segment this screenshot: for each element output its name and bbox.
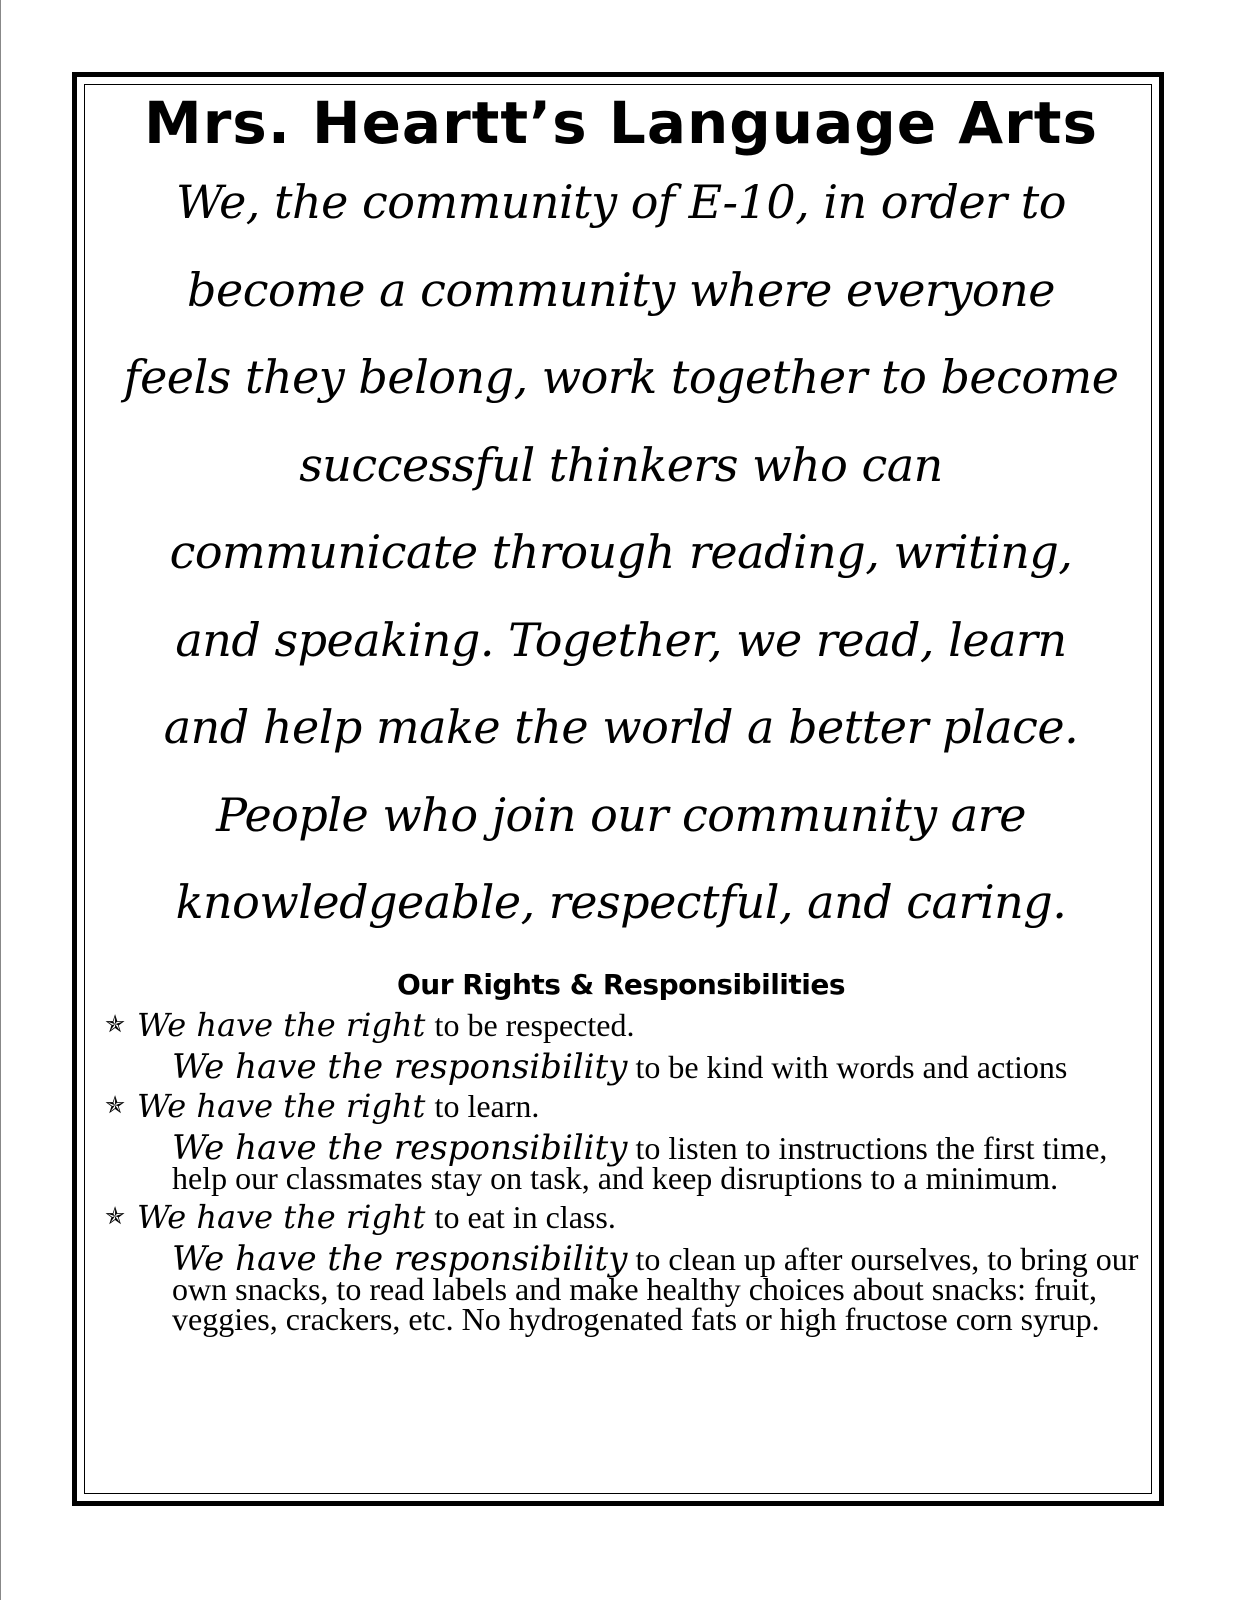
star-icon: ✯: [105, 1009, 126, 1038]
document-frame: [72, 72, 1164, 1506]
mission-line: People who join our community are: [216, 787, 1026, 842]
mission-line: communicate through reading, writing,: [169, 525, 1073, 579]
right-item: [97, 1005, 1145, 1046]
page-title: Mrs. Heartt’s Language Arts: [143, 89, 1098, 157]
right-text: to eat in class.: [434, 1198, 616, 1235]
star-icon: ✯: [105, 1201, 126, 1230]
mission-line: feels they belong, work together to become: [123, 350, 1119, 404]
responsibility-lead: We have the responsibility: [172, 1127, 628, 1168]
rights-list: [97, 1005, 1145, 1337]
responsibility-item: [97, 1046, 1145, 1087]
mission-line: and speaking. Together, we read, learn: [175, 612, 1067, 667]
right-lead: We have the right: [137, 1197, 426, 1236]
right-lead: We have the right: [137, 1005, 426, 1044]
mission-line: We, the community of E-10, in order to: [176, 175, 1066, 229]
mission-line: successful thinkers who can: [299, 437, 943, 492]
mission-statement: [97, 159, 1145, 947]
responsibility-text: to listen to instructions the first time, help our classmates stay on task, and keep disruptions to a minimum.: [172, 1129, 1108, 1196]
right-text: to be respected.: [434, 1006, 635, 1043]
right-text: to learn.: [434, 1087, 540, 1124]
right-lead: We have the right: [137, 1086, 426, 1125]
document-content: [97, 87, 1145, 1481]
page-edge: [0, 0, 1, 1600]
responsibility-text: to clean up after ourselves, to bring our own snacks, to read labels and make healthy choices about snacks: fruit, veggies, crackers, etc. No hydrogenated fats or high fructose corn syrup.: [172, 1240, 1139, 1337]
responsibility-text: to be kind with words and actions: [635, 1048, 1068, 1085]
responsibility-lead: We have the responsibility: [172, 1046, 628, 1087]
right-item: [97, 1086, 1145, 1127]
star-icon: ✯: [105, 1090, 126, 1119]
right-item: [97, 1197, 1145, 1238]
mission-line: and help make the world a better place.: [163, 700, 1079, 754]
mission-line: knowledgeable, respectful, and caring.: [175, 875, 1067, 929]
responsibility-item: [97, 1238, 1145, 1337]
mission-line: become a community where everyone: [187, 262, 1055, 317]
rights-heading: Our Rights & Responsibilities: [396, 967, 846, 1001]
responsibility-item: [97, 1127, 1145, 1196]
responsibility-lead: We have the responsibility: [172, 1238, 628, 1279]
